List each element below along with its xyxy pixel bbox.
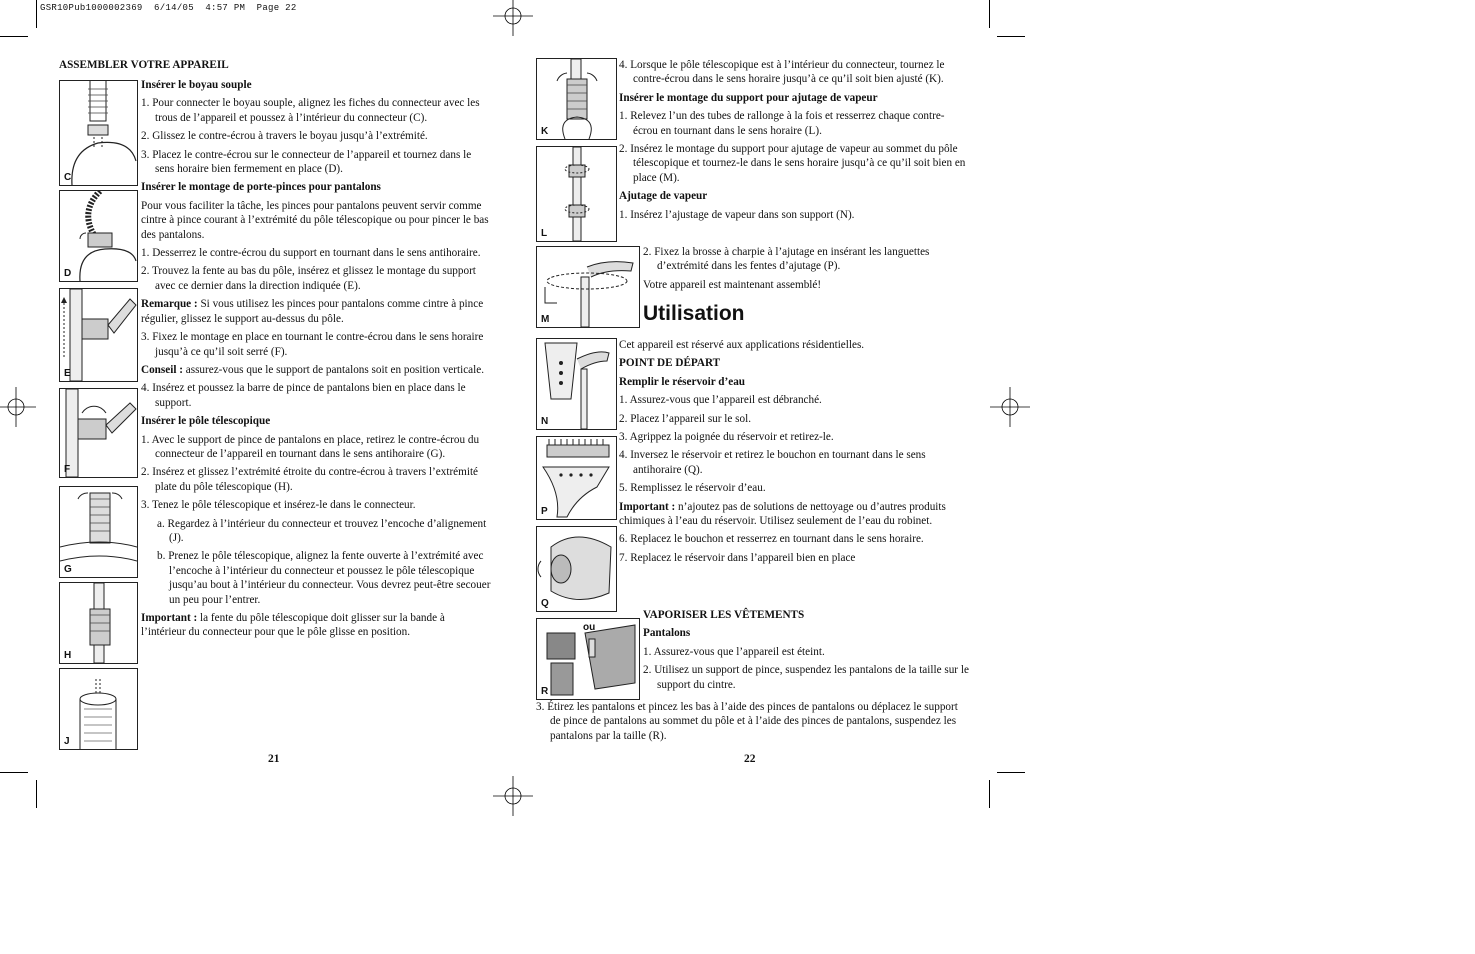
list-item: 1. Insérez l’ajustage de vapeur dans son support (N). (619, 208, 855, 221)
figure-d (59, 190, 138, 282)
important-label: Important : (141, 612, 198, 624)
list-item: 1. Desserrez le contre-écrou du support en tournant dans le sens antihoraire. (141, 247, 481, 260)
list-item: 2. Fixez la brosse à charpie à l’ajutage en insérant les languettes d’extrémité dans les fentes d’ajutage (P). (643, 246, 930, 273)
figure-c (59, 80, 138, 186)
list-item: 6. Replacez le bouchon et resserrez en tournant dans le sens horaire. (619, 533, 924, 546)
right-text-fill (619, 338, 969, 565)
remark-note (141, 297, 491, 326)
crop-mark (36, 0, 37, 28)
right-text-upper (619, 58, 969, 222)
figure-q (536, 526, 617, 612)
list-item: 3. Agrippez la poignée du réservoir et retirez-le. (619, 431, 834, 444)
list-item: 2. Glissez le contre-écrou à travers le boyau jusqu’à l’extrémité. (141, 130, 428, 143)
left-text-column (141, 78, 491, 640)
subsection-title: POINT DE DÉPART (619, 357, 721, 370)
page-number-left: 21 (268, 753, 280, 765)
figure-label: E (64, 368, 71, 379)
subsection-title: Insérer le montage de porte-pinces pour pantalons (141, 181, 381, 194)
important-text: la fente du pôle télescopique doit glisser sur la bande à l’intérieur du connecteur pour que le pôle glisse en position. (141, 612, 445, 639)
remark-text: Si vous utilisez les pinces pour pantalons comme cintre à pince régulier, glissez le support au-dessus du pôle. (141, 298, 484, 325)
list-item: 5. Remplissez le réservoir d’eau. (619, 482, 766, 495)
tip-text: assurez-vous que le support de pantalons soit en position verticale. (182, 363, 485, 376)
figure-k (536, 58, 617, 140)
crop-mark (997, 772, 1025, 773)
list-item: 1. Assurez-vous que l’appareil est débranché. (619, 394, 822, 407)
list-item: 1. Pour connecter le boyau souple, alignez les fiches du connecteur avec les trous de l’appareil et poussez à l’intérieur du connecteur (C). (141, 97, 480, 124)
or-label: ou (583, 622, 596, 633)
registration-mark-left (0, 387, 36, 427)
figure-g (59, 486, 138, 578)
subsection-title: Ajutage de vapeur (619, 190, 708, 203)
remark-label: Remarque : (141, 298, 198, 311)
list-item: 2. Trouvez la fente au bas du pôle, insérez et glissez le montage du support avec ce dernier dans la direction indiquée (E). (141, 265, 476, 292)
list-item: 1. Relevez l’un des tubes de rallonge à la fois et resserrez chaque contre-écrou en tournant dans le sens horaire (L). (619, 110, 945, 137)
figure-label: R (541, 686, 549, 697)
important-label: Important : (619, 500, 676, 513)
print-slug: GSR10Pub1000002369 6/14/05 4:57 PM Page 22 (40, 3, 297, 13)
list-item: 4. Insérez et poussez la barre de pince de pantalons bien en place dans le support. (141, 382, 466, 409)
list-item: 4. Inversez le réservoir et retirez le bouchon en tournant dans le sens antihoraire (Q). (619, 449, 926, 476)
figure-label: D (64, 268, 72, 279)
right-text-brush (643, 245, 969, 327)
crop-mark (989, 780, 990, 808)
list-item: 1. Assurez-vous que l’appareil est éteint. (643, 645, 825, 658)
list-item: 3. Fixez le montage en place en tournant le contre-écrou dans le sens horaire jusqu’à ce qu’il soit serré (F). (141, 331, 484, 358)
list-item: 2. Insérez le montage du support pour ajutage de vapeur au sommet du pôle télescopique et tournez-le dans le sens horaire jusqu’à ce qu’il soit bien en place (M). (619, 143, 966, 184)
paragraph: Cet appareil est réservé aux applications résidentielles. (619, 339, 865, 351)
page-number-right: 22 (744, 753, 756, 765)
sub-list-item: a. Regardez à l’intérieur du connecteur et trouvez l’encoche d’alignement (J). (157, 517, 487, 544)
subsection-title: Remplir le réservoir d’eau (619, 375, 746, 388)
list-item: 3. Étirez les pantalons et pincez les bas à l’aide des pinces de pantalons ou déplacez le support de pince de pantalons au sommet du pôle et à l’aide des pinces de pantalons, suspendez les pantalons par la taille (R). (536, 701, 958, 742)
figure-label: P (541, 506, 548, 517)
figure-label: G (64, 564, 72, 575)
tip-label: Conseil : (141, 363, 183, 376)
figure-label: F (64, 464, 71, 475)
figure-label: Q (541, 598, 549, 609)
figure-j (59, 668, 138, 750)
subsection-title: VAPORISER LES VÊTEMENTS (643, 609, 805, 621)
figure-n (536, 338, 617, 430)
paragraph: Pour vous faciliter la tâche, les pinces pour pantalons peuvent servir comme cintre à pince courant à l’extrémité du pôle télescopique ou pour pincer le bas des pantalons. (141, 199, 489, 241)
figure-label: C (64, 172, 72, 183)
subsection-title: Insérer le pôle télescopique (141, 415, 271, 428)
sub-list-item: b. Prenez le pôle télescopique, alignez la fente ouverte à l’extrémité avec l’encoche à l’intérieur du connecteur et poussez le pôle télescopique jusqu’au bout à l’intérieur du connecteur. Vous devrez peut-être secouer un peu pour l’entrer. (157, 550, 491, 606)
subsection-title: Pantalons (643, 627, 691, 640)
usage-title: Utilisation (643, 302, 745, 326)
figure-label: J (64, 736, 70, 747)
list-item: 7. Replacez le réservoir dans l’appareil bien en place (619, 551, 856, 564)
figure-r (536, 618, 640, 700)
registration-mark-right (990, 387, 1030, 427)
list-item: 2. Insérez et glissez l’extrémité étroite du contre-écrou à travers l’extrémité plate du pôle télescopique (H). (141, 466, 479, 493)
figure-e (59, 288, 138, 382)
figure-label: M (541, 314, 550, 325)
figure-label: H (64, 650, 72, 661)
important-note (619, 500, 969, 529)
assembled-note: Votre appareil est maintenant assemblé! (643, 278, 822, 291)
registration-mark-bottom (493, 776, 533, 816)
list-item: 4. Lorsque le pôle télescopique est à l’intérieur du connecteur, tournez le contre-écrou dans le sens horaire jusqu’à ce qu’il soit bien ajusté (K). (619, 59, 945, 86)
tip-note (141, 363, 491, 377)
registration-mark-top (493, 0, 533, 36)
right-text-bottom (536, 700, 966, 743)
figure-label: K (541, 126, 549, 137)
figure-l (536, 146, 617, 242)
list-item: 1. Avec le support de pince de pantalons en place, retirez le contre-écrou du connecteur de l’appareil en tournant dans le sens antihoraire (G). (141, 433, 480, 460)
crop-mark (997, 36, 1025, 37)
figure-m (536, 246, 640, 328)
right-text-spray (643, 608, 969, 692)
list-item: 2. Utilisez un support de pince, suspendez les pantalons de la taille sur le support du cintre. (643, 664, 969, 691)
figure-f (59, 388, 138, 478)
figure-h (59, 582, 138, 664)
list-item: 3. Placez le contre-écrou sur le connecteur de l’appareil et tournez dans le sens horaire bien fermement en place (D). (141, 148, 472, 176)
crop-mark (0, 36, 28, 37)
important-text: n’ajoutez pas de solutions de nettoyage ou d’autres produits chimiques à l’eau du réservoir. Utilisez seulement de l’eau du robinet. (619, 500, 946, 528)
figure-label: L (541, 228, 548, 239)
figure-p (536, 436, 617, 520)
crop-mark (0, 772, 28, 773)
crop-mark (36, 780, 37, 808)
subsection-title: Insérer le montage du support pour ajutage de vapeur (619, 91, 878, 104)
subsection-title: Insérer le boyau souple (141, 79, 252, 91)
list-item: 3. Tenez le pôle télescopique et insérez-le dans le connecteur. (141, 499, 416, 512)
left-heading-block (59, 58, 499, 72)
crop-mark (989, 0, 990, 28)
section-heading: ASSEMBLER VOTRE APPAREIL (59, 59, 229, 71)
list-item: 2. Placez l’appareil sur le sol. (619, 412, 752, 425)
figure-label: N (541, 416, 549, 427)
important-note (141, 611, 491, 640)
